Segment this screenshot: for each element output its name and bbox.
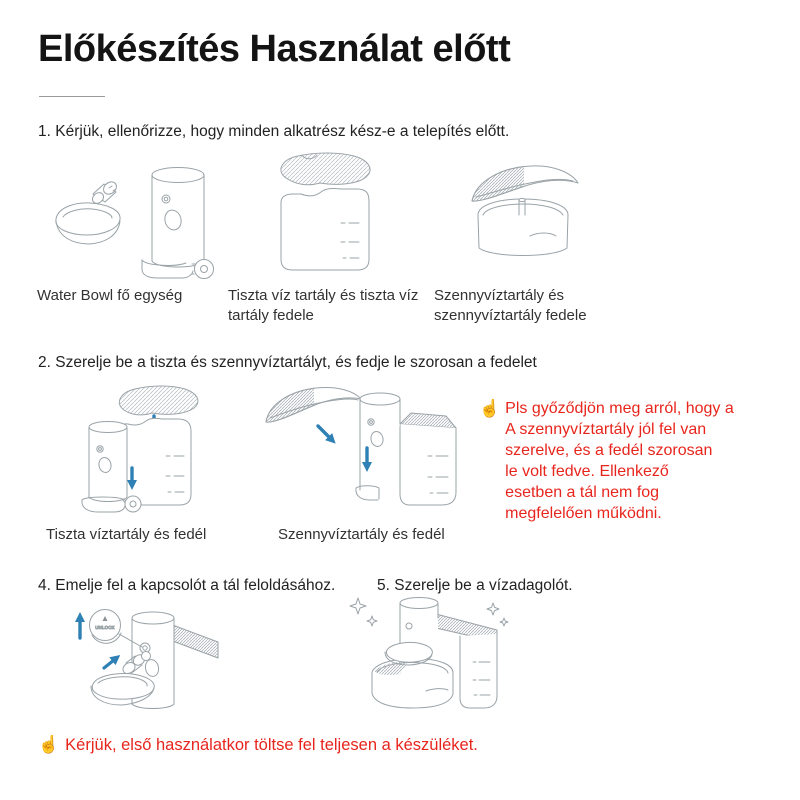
clean-tank-label: Tiszta víz tartály és tiszta víz tartály fedele xyxy=(228,287,419,324)
bowl-inner-rim xyxy=(63,209,112,218)
pillar-top xyxy=(132,612,174,624)
unlock-label: UNLOCK xyxy=(95,625,115,630)
sparkle-icon xyxy=(367,616,377,626)
page-title: Előkészítés Használat előtt xyxy=(38,28,511,70)
pointing-hand-icon: ☝ xyxy=(38,735,60,754)
shelf xyxy=(170,624,218,658)
clean-tank-lid xyxy=(281,153,370,185)
pillar-body xyxy=(152,175,204,267)
pointing-hand-icon: ☝ xyxy=(479,399,501,418)
bowl-rim xyxy=(56,203,120,235)
title-divider xyxy=(39,96,105,97)
unlock-switch-illustration xyxy=(42,592,282,726)
footer-note-text: Kérjük, első használatkor töltse fel teljesen a készüléket. xyxy=(65,736,478,754)
step5-heading: 5. Szerelje be a vízadagolót. xyxy=(377,577,573,594)
pillar-top xyxy=(152,168,204,183)
base-tab xyxy=(125,496,141,512)
clean-tank-and-lid-illustration xyxy=(271,151,383,277)
clean-tank-assembly-illustration xyxy=(78,382,246,522)
warning-note-text: Pls győződjön meg arról, hogy a A szennyvíztartály jól fel van szerelve, és a fedél szorosan le volt fedve. Ellenkező esetben a tál nem fog megfelelően működni. xyxy=(505,400,734,522)
waste-tank-label: Szennyvíztartály és szennyvíztartály fedele xyxy=(434,287,587,324)
main-unit-label: Water Bowl fő egység xyxy=(37,287,183,304)
arrow-down-right-icon xyxy=(318,426,330,438)
base-tab xyxy=(195,260,214,279)
waste-tank-and-lid-illustration xyxy=(462,158,587,272)
lid xyxy=(119,386,198,415)
sparkle-icon xyxy=(487,603,499,615)
pillar-top xyxy=(89,422,127,433)
bowl-rim xyxy=(386,642,432,662)
pillar-top xyxy=(400,598,438,609)
pillar-top xyxy=(360,393,400,405)
bowl-rim xyxy=(92,673,154,699)
footer-note xyxy=(38,734,478,756)
sparkle-icon xyxy=(500,618,508,626)
step1-heading: 1. Kérjük, ellenőrizze, hogy minden alkatrész kész-e a telepítés előtt. xyxy=(38,123,510,140)
pillar-body xyxy=(89,427,127,502)
waste-tank-assembly-illustration xyxy=(258,382,463,522)
step2-heading: 2. Szerelje be a tiszta és szennyvíztartályt, és fedje le szorosan a fedelet xyxy=(38,354,537,371)
waste-assembly-label: Szennyvíztartály és fedél xyxy=(278,526,445,543)
water-bowl-main-unit-illustration xyxy=(46,157,216,289)
assembled-dispenser-illustration xyxy=(342,588,537,726)
bowl-body xyxy=(56,221,120,244)
warning-note xyxy=(479,398,754,524)
sparkle-icon xyxy=(350,598,366,614)
clean-assembly-label: Tiszta víztartály és fedél xyxy=(46,526,207,543)
tank-body xyxy=(460,634,497,708)
step4-heading: 4. Emelje fel a kapcsolót a tál feloldásához. xyxy=(38,577,336,594)
arrow-up-right-icon xyxy=(104,660,114,668)
